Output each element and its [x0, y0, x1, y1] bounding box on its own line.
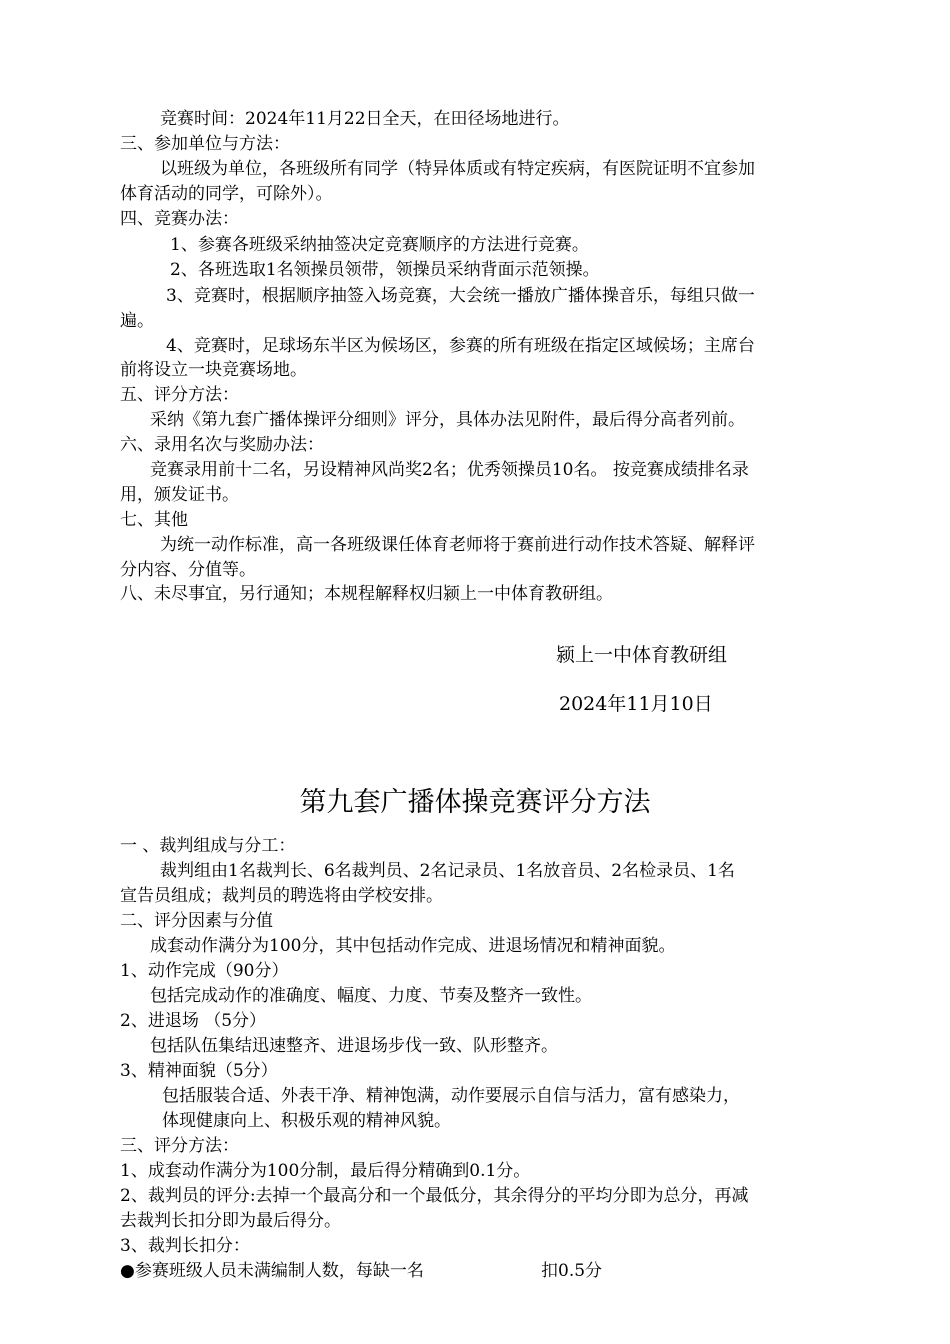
section-3-heading: 三、参加单位与方法： — [120, 134, 290, 154]
scoring-item-spirit-desc: 包括服装合适、外表干净、精神饱满，动作要展示自信与活力，富有感染力， — [162, 1086, 740, 1106]
section-4-item-3: 3、竞赛时，根据顺序抽签入场竞赛，大会统一播放广播体操音乐，每组只做一 — [166, 286, 755, 306]
scoring-item-entry-exit: 2、进退场 （5分） — [120, 1011, 267, 1031]
section-4-item-4-cont: 前将设立一块竞赛场地。 — [120, 360, 307, 380]
scoring-rule-2: 2、裁判员的评分:去掉一个最高分和一个最低分，其余得分的平均分即为总分，再减 — [120, 1186, 749, 1206]
scoring-section-3-heading: 三、评分方法： — [120, 1136, 239, 1156]
scoring-rule-2-cont: 去裁判长扣分即为最后得分。 — [120, 1211, 341, 1231]
section-7-paragraph: 为统一动作标准，高一各班级课任体育老师将于赛前进行动作技术答疑、解释评 — [160, 535, 755, 555]
scoring-item-spirit: 3、精神面貌（5分） — [120, 1061, 278, 1081]
competition-time: 竞赛时间：2024年11月22日全天，在田径场地进行。 — [160, 109, 570, 129]
scoring-section-1-heading: 一 、裁判组成与分工： — [120, 836, 296, 856]
section-7-heading: 七、其他 — [120, 510, 188, 530]
scoring-section-2-heading: 二、评分因素与分值 — [120, 911, 273, 931]
section-3-paragraph: 以班级为单位，各班级所有同学（特异体质或有特定疾病，有医院证明不宜参加 — [160, 159, 755, 179]
section-4-item-1: 1、参赛各班级采纳抽签决定竞赛顺序的方法进行竞赛。 — [170, 235, 589, 255]
scoring-section-1-paragraph: 裁判组由1名裁判长、6名裁判员、2名记录员、1名放音员、2名检录员、1名 — [160, 861, 735, 881]
scoring-item-spirit-desc-cont: 体现健康向上、积极乐观的精神风貌。 — [162, 1111, 451, 1131]
scoring-item-entry-exit-desc: 包括队伍集结迅速整齐、进退场步伐一致、队形整齐。 — [150, 1036, 558, 1056]
signature-org: 颍上一中体育教研组 — [556, 644, 728, 666]
section-8-line: 八、未尽事宜，另行通知；本规程解释权归颍上一中体育教研组。 — [120, 584, 613, 604]
section-5-paragraph: 采纳《第九套广播体操评分细则》评分，具体办法见附件，最后得分高者列前。 — [150, 410, 745, 430]
section-4-item-2: 2、各班选取1名领操员领带，领操员采纳背面示范领操。 — [170, 260, 600, 280]
section-4-heading: 四、竞赛办法： — [120, 209, 239, 229]
section-5-heading: 五、评分方法： — [120, 385, 239, 405]
scoring-section-1-paragraph-cont: 宣告员组成；裁判员的聘选将由学校安排。 — [120, 886, 443, 906]
signature-date: 2024年11月10日 — [559, 693, 713, 715]
scoring-rule-3: 3、裁判长扣分： — [120, 1236, 250, 1256]
scoring-rule-1: 1、成套动作满分为100分制，最后得分精确到0.1分。 — [120, 1161, 531, 1181]
scoring-item-action: 1、动作完成（90分） — [120, 961, 289, 981]
section-6-heading: 六、录用名次与奖励办法： — [120, 435, 324, 455]
section-6-paragraph-cont: 用，颁发证书。 — [120, 485, 239, 505]
section-4-item-4: 4、竞赛时，足球场东半区为候场区，参赛的所有班级在指定区域候场；主席台 — [166, 336, 755, 356]
section-3-paragraph-cont: 体育活动的同学，可除外）。 — [120, 184, 333, 204]
section-4-item-3-cont: 遍。 — [120, 311, 154, 331]
scoring-item-action-desc: 包括完成动作的准确度、幅度、力度、节奏及整齐一致性。 — [150, 986, 592, 1006]
deduction-item-text: ●参赛班级人员未满编制人数，每缺一名 — [120, 1261, 424, 1281]
page-title: 第九套广播体操竞赛评分方法 — [299, 787, 651, 818]
deduction-item-value: 扣0.5分 — [541, 1261, 603, 1281]
section-6-paragraph: 竞赛录用前十二名，另设精神风尚奖2名；优秀领操员10名。 按竞赛成绩排名录 — [150, 460, 749, 480]
section-7-paragraph-cont: 分内容、分值等。 — [120, 560, 256, 580]
scoring-section-2-paragraph: 成套动作满分为100分，其中包括动作完成、进退场情况和精神面貌。 — [150, 936, 676, 956]
